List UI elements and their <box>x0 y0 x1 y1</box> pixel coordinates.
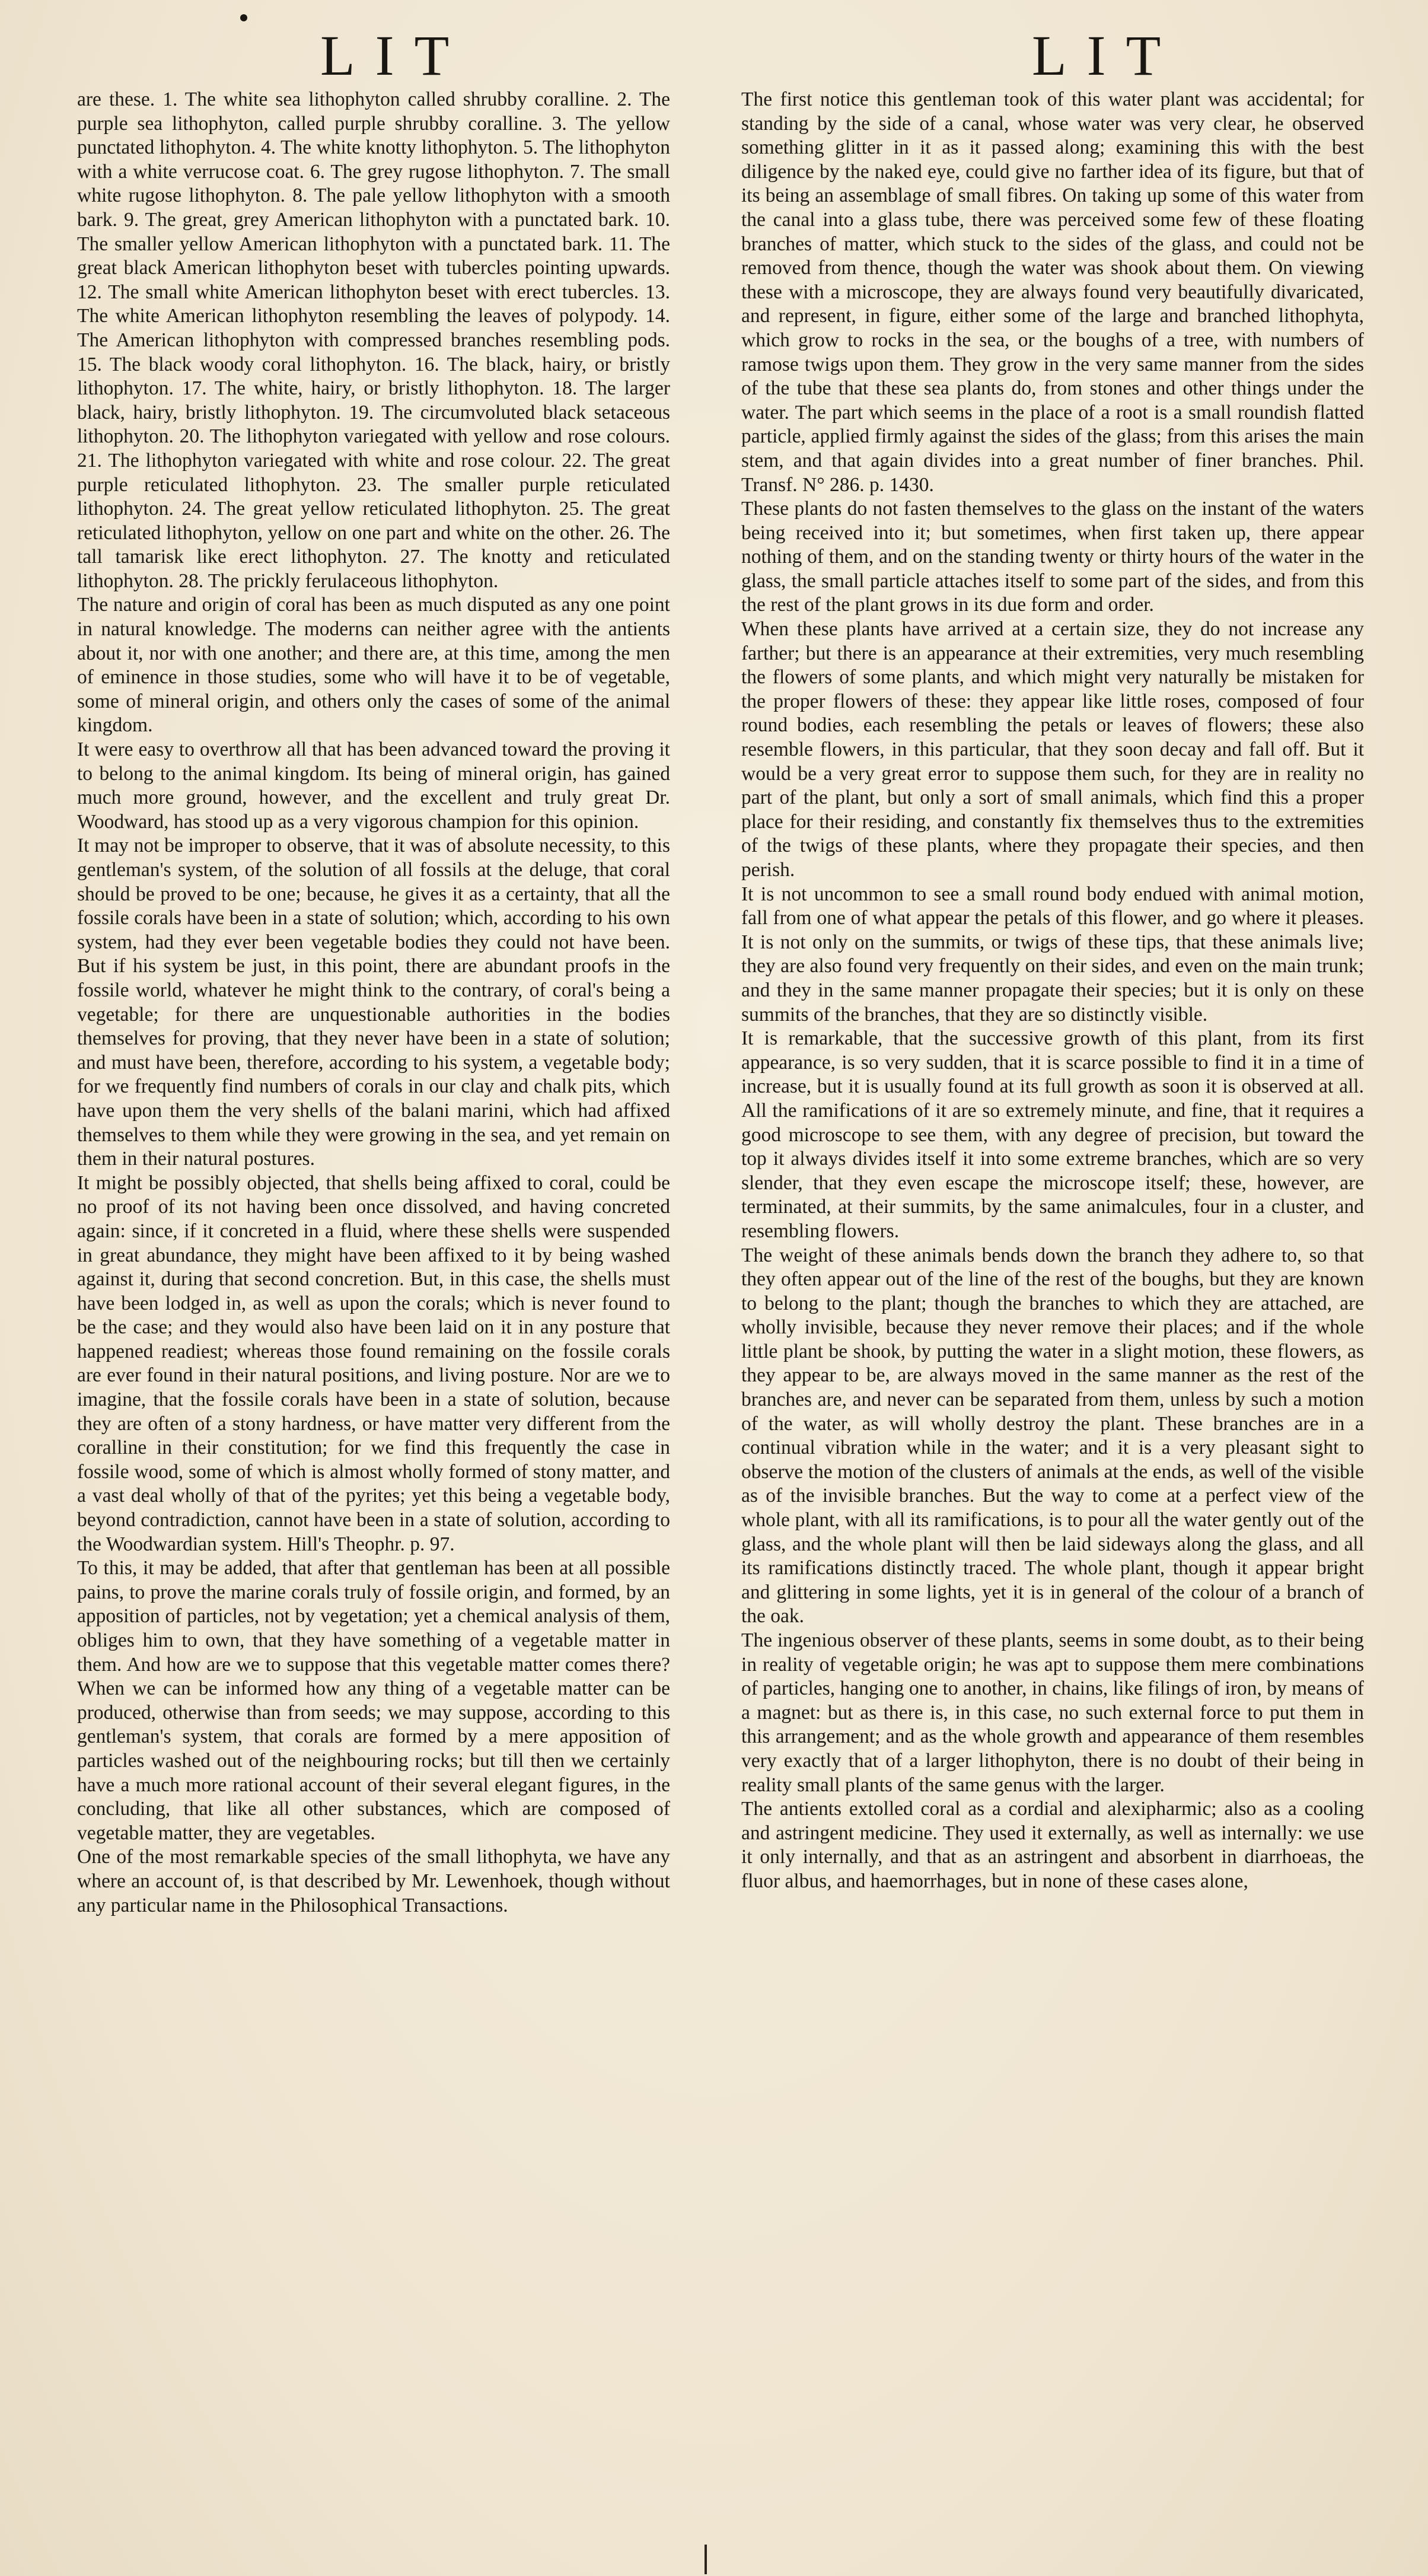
running-head-left: LIT <box>320 24 470 87</box>
right-column <box>741 88 1364 2567</box>
paragraph: The weight of these animals bends down the branch they adhere to, so that they often appear out of the line of the rest of the boughs, but they are known to belong to the plant; though the branches to which they are attached, are wholly invisible, because they never remove their places; and if the whole little plant be shook, by putting the water in a slight motion, these flowers, as they appear to be, are always moved in the same manner as the rest of the branches are, and never can be separated from them, unless by such a motion of the water, as will wholly destroy the plant. These branches are in a continual vibration while in the water; and it is a very pleasant sight to observe the motion of the clusters of animals at the ends, as well of the visible as of the invisible branches. But the way to come at a perfect view of the whole plant, with all its ramifications, is to pour all the water gently out of the glass, and the whole plant will then be laid sideways along the glass, and all its ramifications distinctly traced. The whole plant, though it appear bright and glittering in some lights, yet it is in general of the colour of a branch of the oak. <box>741 1244 1364 1628</box>
paragraph: The nature and origin of coral has been as much disputed as any one point in natural knowledge. The moderns can neither agree with the antients about it, nor with one another; and there are, at this time, among the men of eminence in those studies, some who will have it to be of vegetable, some of mineral origin, and others only the cases of some of the animal kingdom. <box>77 594 670 737</box>
ink-dot <box>240 14 247 21</box>
running-head <box>0 23 1428 88</box>
paragraph: It might be possibly objected, that shells being affixed to coral, could be no proof of its not having been once dissolved, and having concreted again: since, if it concreted in a fluid, where these shells were suspended in great abundance, they might have been affixed to it by being washed against it, during that second concretion. But, in this case, the shells must have been lodged in, as well as upon the corals; which is never found to be the case; and they would also have been laid on it in any posture that happened readiest; whereas those found remaining on the fossile corals are ever found in their natural positions, and living posture. Nor are we to imagine, that the fossile corals have been in a state of solution, because they are often of a stony hardness, or have matter very different from the coralline in their constitution; for we find this frequently the case in fossile wood, some of which is almost wholly formed of stony matter, and a vast deal wholly of that of the pyrites; yet this being a vegetable body, beyond contradiction, cannot have been in a state of solution, according to the Woodwardian system. Hill's Theophr. p. 97. <box>77 1171 670 1555</box>
paragraph: It were easy to overthrow all that has been advanced toward the proving it to belong to the animal kingdom. Its being of mineral origin, has gained much more ground, however, and the excellent and truly great Dr. Woodward, has stood up as a very vigorous champion for this opinion. <box>77 738 670 833</box>
paragraph: These plants do not fasten themselves to the glass on the instant of the waters being received into it; but sometimes, when first taken up, there appear nothing of them, and on the standing twenty or thirty hours of the water in the glass, the small particle attaches itself to some part of the sides, and from this the rest of the plant grows in its due form and order. <box>741 498 1364 616</box>
paragraph: It is not uncommon to see a small round body endued with animal motion, fall from one of what appear the petals of this flower, and go where it pleases. It is not only on the summits, or twigs of these tips, that these animals live; they are also found very frequently on their sides, and even on the main trunk; and they in the same manner propagate their species; but it is only on these summits of the branches, that they are so distinctly visible. <box>741 883 1364 1026</box>
column-end-rule <box>705 2545 707 2574</box>
running-head-right: LIT <box>1032 24 1181 87</box>
paragraph: It is remarkable, that the successive growth of this plant, from its first appearance, is so very sudden, that it is scarce possible to find it in a time of increase, but it is usually found at its full growth as soon it is observed at all. All the ramifications of it are so extremely minute, and fine, that it requires a good microscope to see them, with any degree of precision, but toward the top it always divides itself it into some extreme branches, which are so very slender, that they even escape the microscope itself; these, however, are terminated, at their summits, by the same animalcules, four in a cluster, and resembling flowers. <box>741 1027 1364 1242</box>
paragraph: The first notice this gentleman took of this water plant was accidental; for standing by the side of a canal, whose water was very clear, he observed something glitter in it as it passed along; examining this with the best diligence by the naked eye, could give no farther idea of its figure, but that of its being an assemblage of small fibres. On taking up some of this water from the canal into a glass tube, there was perceived some few of these floating branches of matter, which stuck to the sides of the glass, and could not be removed from thence, though the water was shook about them. On viewing these with a microscope, they are always found very beautifully divaricated, and represent, in figure, either some of the large and branched lithophyta, which grow to rocks in the sea, or the boughs of a tree, with numbers of ramose twigs upon them. They grow in the very same manner from the sides of the tube that these sea plants do, from stones and other things under the water. The part which seems in the place of a root is a small roundish flatted particle, applied firmly against the sides of the glass; from this arises the main stem, and that again divides into a great number of finer branches. Phil. Transf. N° 286. p. 1430. <box>741 88 1364 496</box>
left-column <box>77 88 670 2567</box>
paragraph: The antients extolled coral as a cordial and alexipharmic; also as a cooling and astringent medicine. They used it externally, as well as internally: we use it only internally, and that as an astringent and absorbent in diarrhoeas, the fluor albus, and haemorrhages, but in none of these cases alone, <box>741 1798 1364 1892</box>
paragraph: The ingenious observer of these plants, seems in some doubt, as to their being in reality of vegetable origin; he was apt to suppose them mere combinations of particles, hanging one to another, in chains, like filings of iron, by means of a magnet: but as there is, in this case, no such external force to put them in this arrangement; and as the whole growth and appearance of them resembles very exactly that of a larger lithophyton, there is no doubt of their being in reality small plants of the same genus with the larger. <box>741 1629 1364 1796</box>
paragraph: are these. 1. The white sea lithophyton called shrubby coralline. 2. The purple sea lithophyton, called purple shrubby coralline. 3. The yellow punctated lithophyton. 4. The white knotty lithophyton. 5. The lithophyton with a white verrucose coat. 6. The grey rugose lithophyton. 7. The small white rugose lithophyton. 8. The pale yellow lithophyton with a smooth bark. 9. The great, grey American lithophyton with a punctated bark. 10. The smaller yellow American lithophyton with a punctated bark. 11. The great black American lithophyton beset with tubercles pointing upwards. 12. The small white American lithophyton beset with erect tubercles. 13. The white American lithophyton resembling the leaves of polypody. 14. The American lithophyton with compressed branches resembling pods. 15. The black woody coral lithophyton. 16. The black, hairy, or bristly lithophyton. 17. The white, hairy, or bristly lithophyton. 18. The larger black, hairy, bristly lithophyton. 19. The circumvoluted black setaceous lithophyton. 20. The lithophyton variegated with yellow and rose colours. 21. The lithophyton variegated with white and rose colour. 22. The great purple reticulated lithophyton. 23. The smaller purple reticulated lithophyton. 24. The great yellow reticulated lithophyton. 25. The great reticulated lithophyton, yellow on one part and white on the other. 26. The tall tamarisk like erect lithophyton. 27. The knotty and reticulated lithophyton. 28. The prickly ferulaceous lithophyton. <box>77 88 670 592</box>
paragraph: It may not be improper to observe, that it was of absolute necessity, to this gentleman's system, of the solution of all fossils at the deluge, that coral should be proved to be one; because, he gives it as a certainty, that all the fossile corals have been in a state of solution; which, according to his own system, had they ever been vegetable bodies they could not have been. But if his system be just, in this point, there are abundant proofs in the fossile world, whatever he might think to the contrary, of coral's being a vegetable; for there are unquestionable authorities in the bodies themselves for proving, that they never have been in a state of solution; and must have been, therefore, according to his system, a vegetable body; for we frequently find numbers of corals in our clay and chalk pits, which have upon them the very shells of the balani marini, which had affixed themselves to them while they were growing in the sea, and yet remain on them in their natural postures. <box>77 835 670 1170</box>
paragraph: When these plants have arrived at a certain size, they do not increase any farther; but there is an appearance at their extremities, very much resembling the flowers of some plants, and which might very naturally be mistaken for the proper flowers of these: they appear like little roses, composed of four round bodies, each resembling the petals or leaves of flowers; these also resemble flowers, in this particular, that they soon decay and fall off. But it would be a very great error to suppose them such, for they are in reality no part of the plant, but only a sort of small animals, which find this a proper place for their residing, and constantly fix themselves thus to the extremities of the twigs of these plants, where they propagate their species, and then perish. <box>741 618 1364 881</box>
paragraph: One of the most remarkable species of the small lithophyta, we have any where an account of, is that described by Mr. Lewenhoek, though without any particular name in the Philosophical Transactions. <box>77 1846 670 1916</box>
paragraph: To this, it may be added, that after that gentleman has been at all possible pains, to prove the marine corals truly of fossile origin, and formed, by an apposition of particles, not by vegetation; yet a chemical analysis of them, obliges him to own, that they have something of a vegetable matter in them. And how are we to suppose that this vegetable matter comes there? When we can be informed how any thing of a vegetable matter can be produced, otherwise than from seeds; we may suppose, according to this gentleman's system, that corals are formed by a mere apposition of particles washed out of the neighbouring rocks; but till then we certainly have a much more rational account of their several elegant figures, in the concluding, that like all other substances, which are composed of vegetable matter, they are vegetables. <box>77 1557 670 1844</box>
